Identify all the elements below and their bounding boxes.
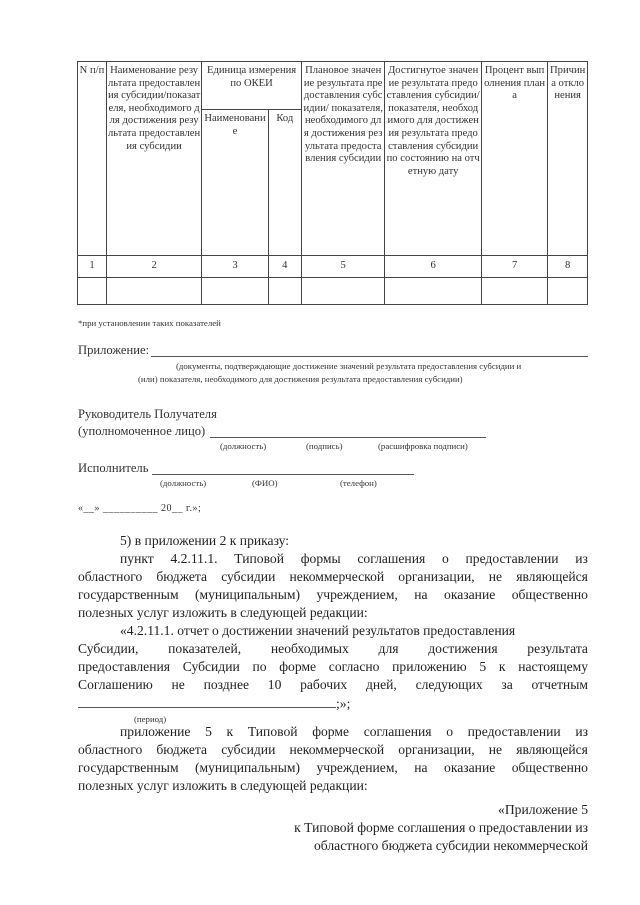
- body-text: [78, 532, 588, 855]
- header-unit: Единица измерения по ОКЕИ: [202, 62, 302, 110]
- word: учреждением,: [316, 760, 398, 775]
- word: достижения: [428, 641, 498, 656]
- table-cell: 1: [78, 256, 107, 278]
- table-cell: 2: [106, 256, 201, 278]
- head-underline: [210, 437, 486, 438]
- word: организации,: [398, 569, 475, 584]
- word: учреждением,: [316, 587, 398, 602]
- p1-line-3: [78, 586, 588, 604]
- head-label-2: (уполномоченное лицо): [78, 424, 206, 438]
- p2-line-1: приложение 5 к Типовой форме соглашения о предоставлении из: [120, 724, 588, 739]
- table-cell: [481, 278, 547, 305]
- period-note: (период): [134, 714, 167, 724]
- word: к: [498, 659, 506, 674]
- word: областного: [78, 569, 143, 584]
- executor-underline: [152, 474, 414, 475]
- word: Субсидии: [182, 659, 240, 674]
- executor-fio: (ФИО): [252, 478, 278, 488]
- word: (муниципальным): [195, 587, 300, 602]
- header-percent: Процент выполнения плана: [481, 62, 547, 256]
- p1-line-4: полезных услуг изложить в следующей редакции:: [78, 605, 368, 620]
- word: субсидии: [221, 742, 276, 757]
- word: организации,: [398, 742, 475, 757]
- word: за: [501, 677, 513, 692]
- word: отчетным: [531, 677, 588, 692]
- word: бюджета: [156, 569, 208, 584]
- table-cell: [548, 278, 588, 305]
- word: рабочих: [300, 677, 348, 692]
- period-underline: [78, 694, 336, 708]
- word: общественно: [511, 760, 588, 775]
- table-cell: 7: [481, 256, 547, 278]
- word: форме: [279, 659, 317, 674]
- word: результата: [527, 641, 588, 656]
- header-achieved: Достигнутое значение результата предоставления субсидии/ показателя, необходимого для достижения результата предоставления субсидии по состоянию на отчетную дату: [385, 62, 481, 256]
- word: некоммерческой: [289, 569, 385, 584]
- word: настоящему: [518, 659, 588, 674]
- word: (муниципальным): [195, 760, 300, 775]
- word: оказание: [444, 760, 496, 775]
- p1-line-2: [78, 568, 588, 586]
- word: не: [488, 569, 503, 584]
- table-row-empty: [78, 278, 588, 305]
- head-signature: (подпись): [306, 441, 343, 451]
- appendix-note-2: (или) показателя, необходимого для достижения результата предоставления субсидии): [138, 374, 463, 384]
- word: согласно: [328, 659, 380, 674]
- head-position: (должность): [220, 441, 267, 451]
- word: позднее: [203, 677, 250, 692]
- p2-line-2: [78, 741, 588, 759]
- appendix-5-line-2: к Типовой форме соглашения о предоставлении из: [294, 820, 588, 835]
- word: 10: [267, 677, 282, 692]
- table-cell: [78, 278, 107, 305]
- quote-line-2: [78, 640, 588, 658]
- word: областного: [78, 742, 143, 757]
- table-cell: 4: [268, 256, 301, 278]
- p1-line-1: пункт 4.2.11.1. Типовой формы соглашения о предоставлении из: [120, 551, 588, 566]
- word: Соглашению: [78, 677, 153, 692]
- header-unit-code: Код: [268, 110, 301, 256]
- appendix-5-line-3: областного бюджета субсидии некоммерческой: [314, 838, 588, 853]
- word: не: [171, 677, 185, 692]
- appendix-note-1: (документы, подтверждающие достижение значений результата предоставления субсидии и: [176, 361, 522, 371]
- word: являющейся: [516, 742, 588, 757]
- quote-line-1: «4.2.11.1. отчет о достижении значений результатов предоставления: [120, 623, 516, 638]
- footnote: *при установлении таких показателей: [78, 318, 221, 328]
- word: по: [252, 659, 267, 674]
- word: государственным: [78, 587, 179, 602]
- word: бюджета: [156, 742, 208, 757]
- quote-end: ;»;: [336, 696, 351, 711]
- table-cell: [385, 278, 481, 305]
- table-cell: 5: [301, 256, 385, 278]
- header-num: N п/п: [78, 62, 107, 256]
- head-decoding: (расшифровка подписи): [378, 441, 468, 451]
- header-unit-name: Наименование: [202, 110, 268, 256]
- p2-line-4: полезных услуг изложить в следующей редакции:: [78, 778, 368, 793]
- table-cell: [301, 278, 385, 305]
- word: являющейся: [516, 569, 588, 584]
- head-label-1: Руководитель Получателя: [78, 407, 217, 421]
- appendix-5-title: «Приложение 5: [498, 802, 588, 817]
- report-table: [77, 61, 588, 305]
- table-cell: [202, 278, 268, 305]
- word: оказание: [444, 587, 496, 602]
- table-cell: [106, 278, 201, 305]
- executor-label: Исполнитель: [78, 461, 149, 475]
- executor-position: (должность): [160, 478, 207, 488]
- executor-phone: (телефон): [340, 478, 377, 488]
- item-5: 5) в приложении 2 к приказу:: [120, 533, 290, 548]
- appendix-label: Приложение:: [78, 343, 150, 357]
- word: необходимых: [270, 641, 349, 656]
- quote-line-3: [78, 658, 588, 676]
- word: 5: [479, 659, 487, 674]
- table-cell: 8: [548, 256, 588, 278]
- word: приложению: [392, 659, 467, 674]
- word: Субсидии,: [78, 641, 139, 656]
- date-line: «__» __________ 20__ г.»;: [78, 503, 202, 514]
- word: дней,: [365, 677, 397, 692]
- table-cell: [268, 278, 301, 305]
- quote-line-4: [78, 676, 588, 694]
- word: предоставления: [78, 659, 171, 674]
- word: общественно: [511, 587, 588, 602]
- word: на: [414, 760, 428, 775]
- table-cell: 3: [202, 256, 268, 278]
- word: для: [378, 641, 399, 656]
- p2-line-3: [78, 759, 588, 777]
- word: некоммерческой: [289, 742, 385, 757]
- header-name: Наименование результата предоставления субсидии/показателя, необходимого для достижения результата предоставления субсидии: [106, 62, 201, 256]
- header-reason: Причина отклонения: [548, 62, 588, 256]
- appendix-underline: [151, 356, 588, 357]
- word: показателей,: [168, 641, 242, 656]
- quote-line-5: [78, 694, 588, 712]
- table-row-numbers: [78, 256, 588, 278]
- word: государственным: [78, 760, 179, 775]
- word: субсидии: [221, 569, 276, 584]
- word: следующих: [415, 677, 483, 692]
- table-cell: 6: [385, 256, 481, 278]
- word: не: [488, 742, 503, 757]
- header-planned: Плановое значение результата предоставления субсидии/ показателя, необходимого для достижения результата предоставления субсидии: [301, 62, 385, 256]
- word: на: [414, 587, 428, 602]
